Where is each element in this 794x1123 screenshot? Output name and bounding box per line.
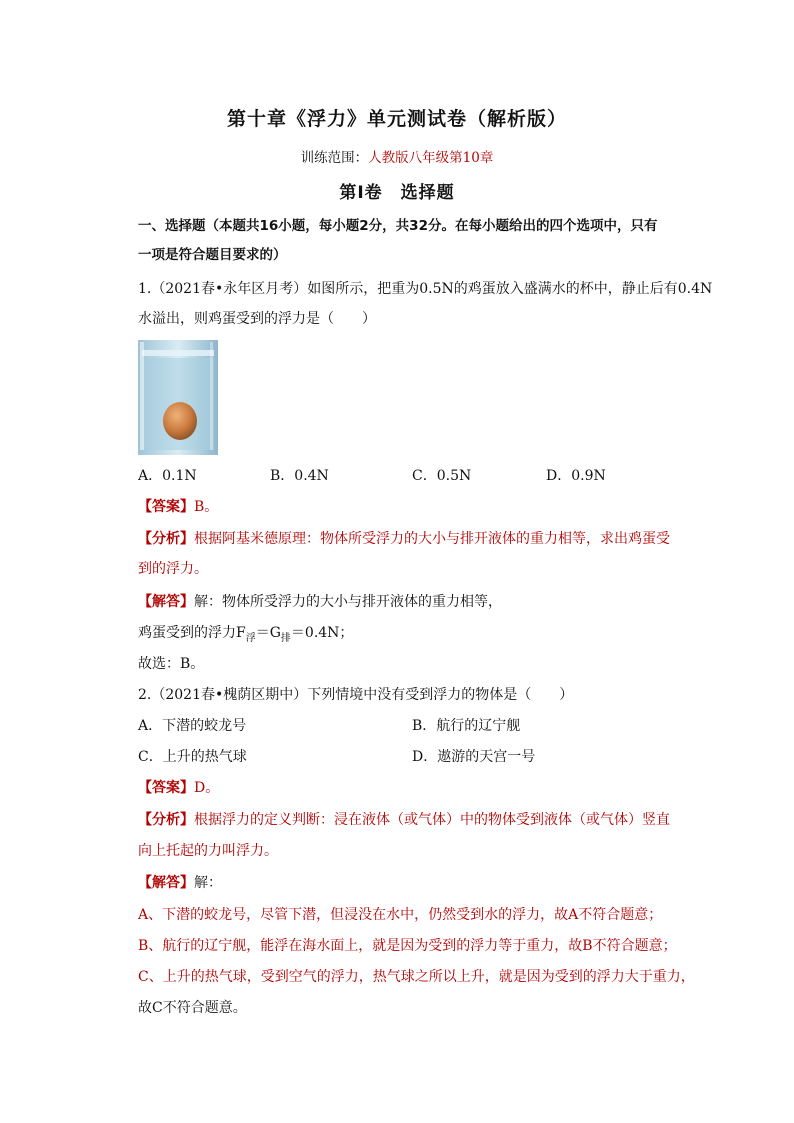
q1-answer-tag: 【答案】 [138, 499, 194, 515]
q2-option-c: C．上升的热气球 [138, 749, 247, 765]
q2-solution-a: A、下潜的蛟龙号，尽管下潜，但浸没在水中，仍然受到水的浮力，故A不符合题意； [138, 907, 663, 923]
q1-analysis-tag: 【分析】 [138, 531, 194, 547]
q1-option-b: B．0.4N [270, 468, 329, 484]
q1-solution-text: 解：物体所受浮力的大小与排开液体的重力相等， [194, 594, 502, 610]
q1-answer-value: B。 [194, 499, 219, 515]
q1-stem-line1: 1.（2021春•永年区月考）如图所示，把重为0.5N的鸡蛋放入盛满水的杯中，静止后有0.4N [138, 281, 713, 297]
q1-analysis-text: 根据阿基米德原理：物体所受浮力的大小与排开液体的重力相等，求出鸡蛋受 [194, 531, 670, 547]
q2-analysis-text: 根据浮力的定义判断：浸在液体（或气体）中的物体受到液体（或气体）竖直 [194, 812, 670, 828]
q1-answer [138, 497, 678, 517]
q2-analysis-line1 [138, 810, 678, 830]
q2-option-b: B．航行的辽宁舰 [412, 718, 521, 734]
q1-choice: 故选：B。 [138, 656, 205, 672]
q2-option-d: D．遨游的天宫一号 [412, 749, 536, 765]
q2-answer-value: D。 [194, 780, 220, 796]
q1-formula-sub-float: 浮 [245, 632, 256, 644]
q1-formula-b: ＝G [255, 625, 281, 641]
q1-option-d: D．0.9N [546, 468, 606, 484]
section-title: 第Ⅰ卷 选择题 [339, 183, 455, 203]
q1-solution-line1 [138, 592, 678, 612]
training-range [0, 146, 794, 166]
q2-solution-text: 解： [194, 875, 222, 891]
q2-analysis-tag: 【分析】 [138, 812, 194, 828]
q1-solution-line2 [138, 623, 678, 649]
q1-analysis-line1 [138, 529, 678, 549]
q2-analysis-line2: 向上托起的力叫浮力。 [138, 843, 278, 859]
q2-solution-tag: 【解答】 [138, 875, 194, 891]
q2-answer-tag: 【答案】 [138, 780, 194, 796]
page-title: 第十章《浮力》单元测试卷（解析版） [226, 108, 567, 130]
part1-heading-line2: 一项是符合题目要求的） [138, 247, 287, 263]
q1-formula-a: 鸡蛋受到的浮力F [138, 625, 246, 641]
q1-analysis-line2: 到的浮力。 [138, 561, 208, 577]
q2-option-a: A．下潜的蛟龙号 [138, 718, 247, 734]
q1-option-c: C．0.5N [412, 468, 472, 484]
q2-stem: 2.（2021春•槐荫区期中）下列情境中没有受到浮力的物体是（ ） [138, 687, 574, 703]
q1-solution-tag: 【解答】 [138, 594, 194, 610]
range-value: 人教版八年级第10章 [368, 150, 494, 166]
q1-option-a: A．0.1N [138, 468, 197, 484]
q2-solution-c2: 故C不符合题意。 [138, 1000, 247, 1016]
q2-solution-c1: C、上升的热气球，受到空气的浮力，热气球之所以上升，就是因为受到的浮力大于重力， [138, 969, 695, 985]
q2-solution-b: B、航行的辽宁舰，能浮在海水面上，就是因为受到的浮力等于重力，故B不符合题意； [138, 938, 677, 954]
q2-solution-line1 [138, 873, 678, 893]
range-label: 训练范围： [300, 150, 369, 166]
q1-formula-c: ＝0.4N； [290, 625, 354, 641]
part1-heading-line1: 一、选择题（本题共16小题，每小题2分，共32分。在每小题给出的四个选项中，只有 [138, 218, 658, 234]
q2-answer [138, 778, 678, 798]
q1-stem-line2: 水溢出，则鸡蛋受到的浮力是（ ） [138, 311, 376, 327]
q1-formula-sub-displaced: 排 [280, 632, 291, 644]
egg-in-beaker-image [138, 340, 218, 455]
